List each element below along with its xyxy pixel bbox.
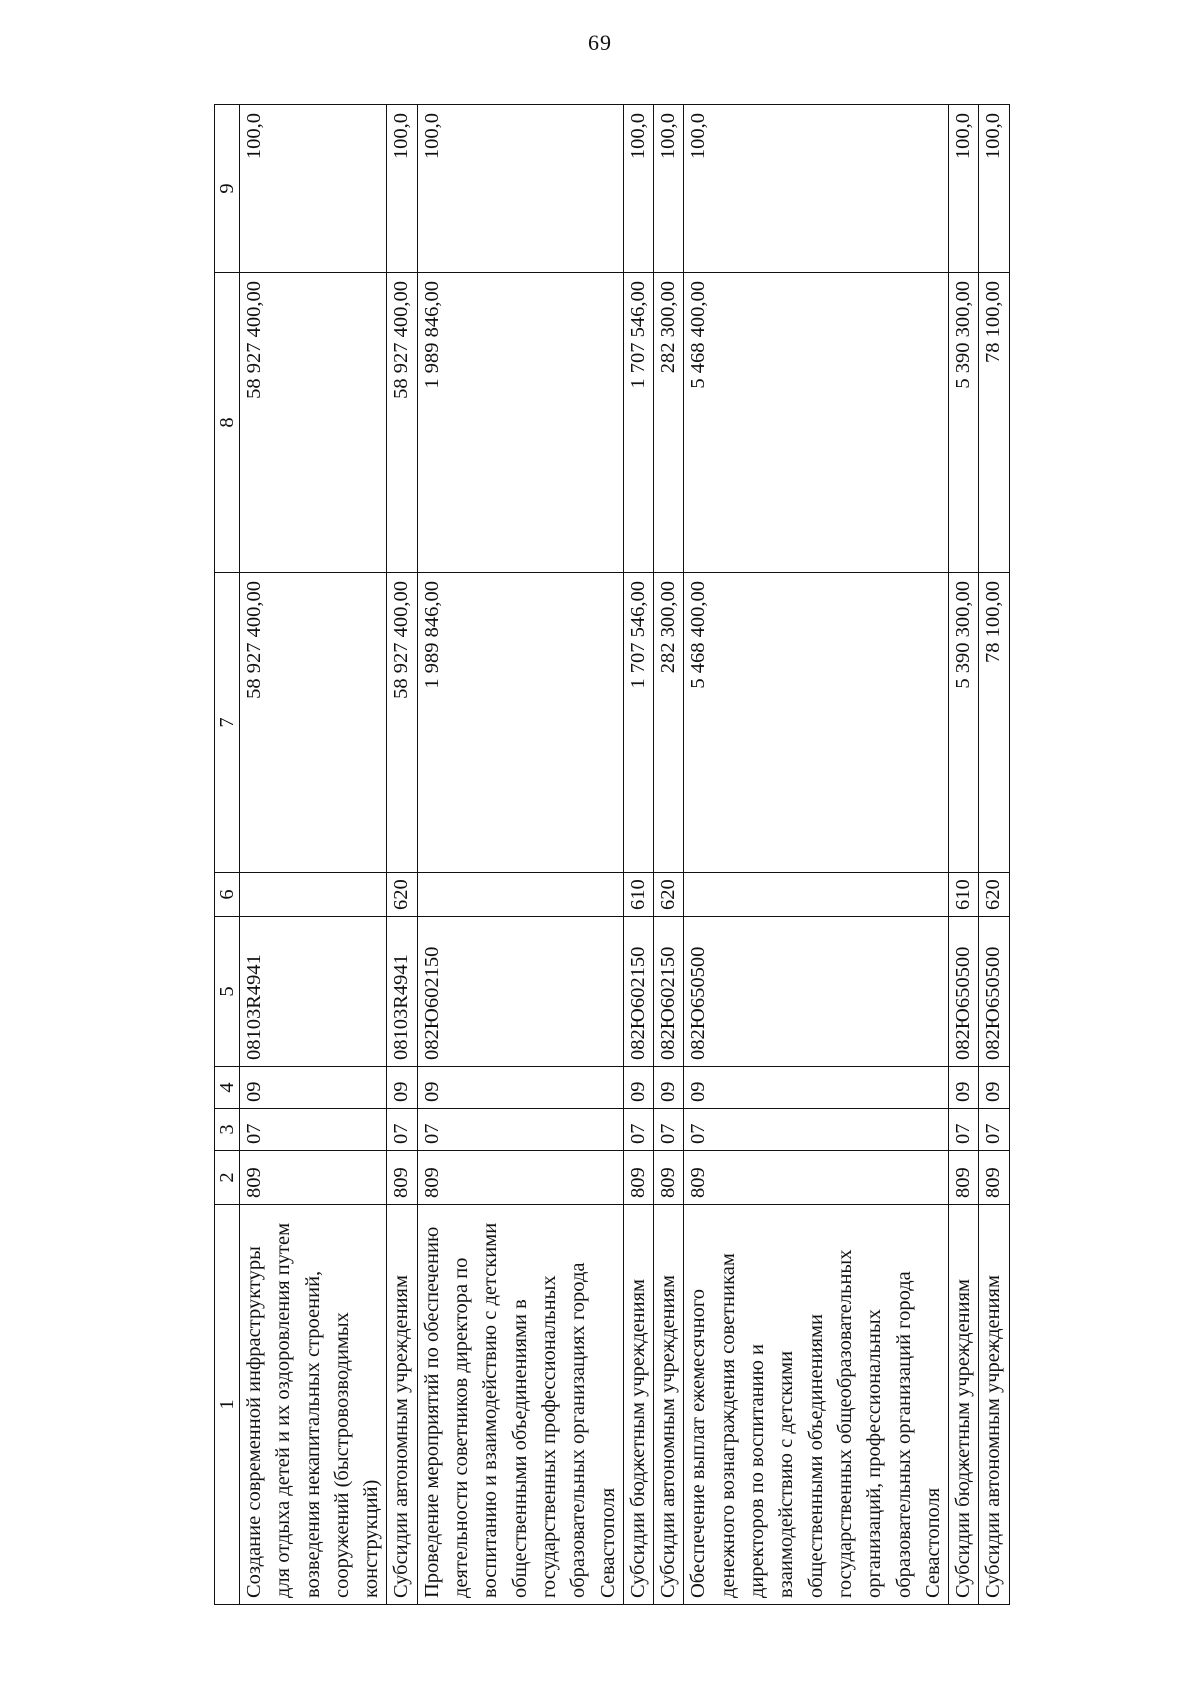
cell-admin-code: 809 [979,1151,1009,1205]
cell-amount-plan: 1 989 846,00 [417,573,623,873]
row-name: Создание современной инфраструктуры для отдыха детей и их оздоровления путем возведения некапитальных строений, сооружений (быстровозводимых конструкций) [240,1205,387,1605]
cell-amount-fact: 282 300,00 [654,273,684,573]
cell-expense-type: 620 [979,873,1009,917]
row-name: Субсидии автономным учреждениям [387,1205,417,1605]
cell-amount-plan: 58 927 400,00 [387,573,417,873]
cell-percent: 100,0 [979,105,1009,273]
cell-expense-type [417,873,623,917]
cell-amount-fact: 58 927 400,00 [387,273,417,573]
cell-amount-plan: 78 100,00 [979,573,1009,873]
row-name: Обеспечение выплат ежемесячного денежного вознаграждения советникам директоров по воспитанию и взаимодействию с детскими общественными объединениями государственных общеобразовательных организаций, профессиональных образовательных организаций города Севастополя [684,1205,949,1605]
row-name: Проведение мероприятий по обеспечению деятельности советников директора по воспитанию и взаимодействию с детскими общественными объединениями в государственных профессиональных образовательных организациях города Севастополя [417,1205,623,1605]
header-cell: 5 [215,917,240,1067]
rotated-table-container [214,105,1014,1605]
table-row [684,105,949,1605]
cell-admin-code: 809 [240,1151,387,1205]
header-cell: 7 [215,573,240,873]
cell-percent: 100,0 [684,105,949,273]
cell-target-article: 082Ю650500 [979,917,1009,1067]
cell-subsection: 09 [979,1067,1009,1109]
cell-amount-fact: 58 927 400,00 [240,273,387,573]
cell-section: 07 [387,1109,417,1151]
cell-expense-type: 620 [654,873,684,917]
cell-admin-code: 809 [654,1151,684,1205]
table-row [387,105,417,1605]
cell-subsection: 09 [949,1067,979,1109]
row-name: Субсидии автономным учреждениям [979,1205,1009,1605]
page-number: 69 [588,30,612,55]
cell-section: 07 [949,1109,979,1151]
cell-amount-fact: 1 707 546,00 [623,273,653,573]
cell-subsection: 09 [240,1067,387,1109]
header-cell: 4 [215,1067,240,1109]
cell-amount-plan: 5 468 400,00 [684,573,949,873]
table-row [417,105,623,1605]
cell-subsection: 09 [623,1067,653,1109]
table-row [979,105,1009,1605]
cell-amount-plan: 282 300,00 [654,573,684,873]
cell-section: 07 [979,1109,1009,1151]
cell-amount-fact: 5 468 400,00 [684,273,949,573]
header-cell: 8 [215,273,240,573]
cell-percent: 100,0 [387,105,417,273]
cell-percent: 100,0 [949,105,979,273]
cell-target-article: 08103R4941 [387,917,417,1067]
row-name: Субсидии бюджетным учреждениям [949,1205,979,1605]
table-row [240,105,387,1605]
row-name: Субсидии автономным учреждениям [654,1205,684,1605]
header-row [215,105,240,1605]
cell-expense-type [240,873,387,917]
cell-section: 07 [684,1109,949,1151]
cell-subsection: 09 [387,1067,417,1109]
row-name: Субсидии бюджетным учреждениям [623,1205,653,1605]
cell-expense-type: 610 [623,873,653,917]
cell-amount-plan: 1 707 546,00 [623,573,653,873]
cell-percent: 100,0 [654,105,684,273]
cell-percent: 100,0 [417,105,623,273]
cell-expense-type: 620 [387,873,417,917]
cell-amount-plan: 5 390 300,00 [949,573,979,873]
cell-percent: 100,0 [240,105,387,273]
cell-section: 07 [654,1109,684,1151]
table-row [949,105,979,1605]
header-cell: 1 [215,1205,240,1605]
cell-amount-plan: 58 927 400,00 [240,573,387,873]
cell-target-article: 082Ю602150 [623,917,653,1067]
cell-section: 07 [623,1109,653,1151]
header-cell: 2 [215,1151,240,1205]
cell-subsection: 09 [417,1067,623,1109]
cell-expense-type: 610 [949,873,979,917]
budget-table [214,104,1010,1605]
cell-percent: 100,0 [623,105,653,273]
cell-admin-code: 809 [684,1151,949,1205]
cell-section: 07 [417,1109,623,1151]
table-row [623,105,653,1605]
cell-admin-code: 809 [417,1151,623,1205]
cell-target-article: 08103R4941 [240,917,387,1067]
cell-subsection: 09 [684,1067,949,1109]
cell-amount-fact: 1 989 846,00 [417,273,623,573]
cell-subsection: 09 [654,1067,684,1109]
header-cell: 3 [215,1109,240,1151]
cell-amount-fact: 78 100,00 [979,273,1009,573]
cell-expense-type [684,873,949,917]
header-cell: 9 [215,105,240,273]
cell-target-article: 082Ю650500 [949,917,979,1067]
cell-admin-code: 809 [949,1151,979,1205]
cell-target-article: 082Ю602150 [417,917,623,1067]
table-row [654,105,684,1605]
cell-target-article: 082Ю602150 [654,917,684,1067]
cell-target-article: 082Ю650500 [684,917,949,1067]
header-cell: 6 [215,873,240,917]
cell-admin-code: 809 [623,1151,653,1205]
cell-amount-fact: 5 390 300,00 [949,273,979,573]
cell-admin-code: 809 [387,1151,417,1205]
cell-section: 07 [240,1109,387,1151]
